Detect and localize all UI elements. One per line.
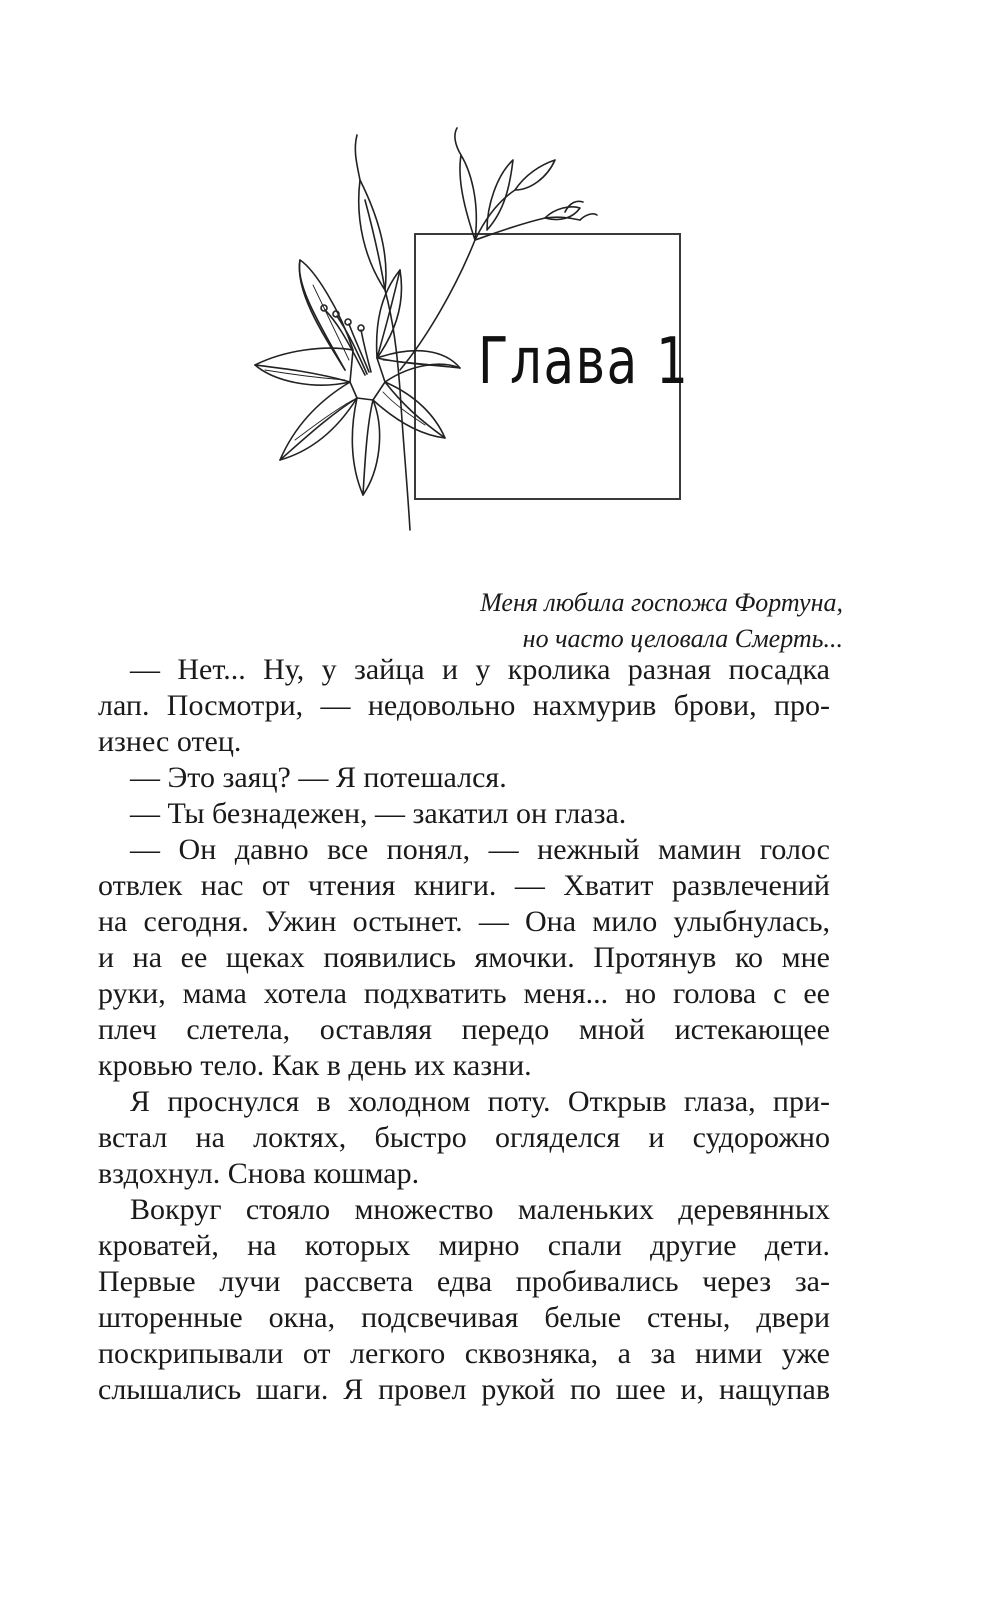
paragraph-line: кровью тело. Как в день их казни.	[98, 1049, 532, 1082]
paragraph-line: встал на локтях, быстро огляделся и судорожно	[98, 1121, 830, 1154]
paragraph-line: кроватей, на которых мирно спали другие дети.	[98, 1229, 830, 1262]
epigraph-line: но часто целовала Смерть...	[522, 624, 843, 653]
paragraph-line: Вокруг стояло множество маленьких деревянных	[130, 1193, 830, 1226]
paragraph-line: руки, мама хотела подхватить меня... но голова с ее	[98, 977, 830, 1010]
paragraph-line: и на ее щеках появились ямочки. Протянув ко мне	[98, 941, 830, 974]
paragraph-line: вздохнул. Снова кошмар.	[98, 1157, 420, 1190]
epigraph-line: Меня любила госпожа Фортуна,	[480, 588, 843, 617]
paragraph-line: плеч слетела, оставляя передо мной истекающее	[98, 1013, 830, 1046]
paragraph-line: слышались шаги. Я провел рукой по шее и, нащупав	[98, 1373, 830, 1406]
paragraph-line: лап. Посмотри, — недовольно нахмурив брови, про-	[98, 689, 830, 722]
paragraph-line: Первые лучи рассвета едва пробивались через за-	[98, 1265, 830, 1298]
paragraph-line: поскрипывали от легкого сквозняка, а за ними уже	[98, 1337, 830, 1370]
chapter-title: Глава 1	[478, 325, 690, 399]
paragraph-line: — Это заяц? — Я потешался.	[130, 761, 507, 794]
chapter-body	[98, 652, 830, 1408]
paragraph-line: на сегодня. Ужин остынет. — Она мило улыбнулась,	[98, 905, 830, 938]
paragraph-line: — Он давно все понял, — нежный мамин голос	[130, 833, 830, 866]
paragraph-line: — Ты безнадежен, — закатил он глаза.	[130, 797, 627, 830]
paragraph-line: — Нет... Ну, у зайца и у кролика разная посадка	[130, 653, 830, 686]
paragraph-line: изнес отец.	[98, 725, 242, 758]
epigraph	[480, 585, 843, 657]
paragraph-line: шторенные окна, подсвечивая белые стены, двери	[98, 1301, 830, 1334]
paragraph-line: Я проснулся в холодном поту. Открыв глаза, при-	[130, 1085, 830, 1118]
paragraph-line: отвлек нас от чтения книги. — Хватит развлечений	[98, 869, 830, 902]
